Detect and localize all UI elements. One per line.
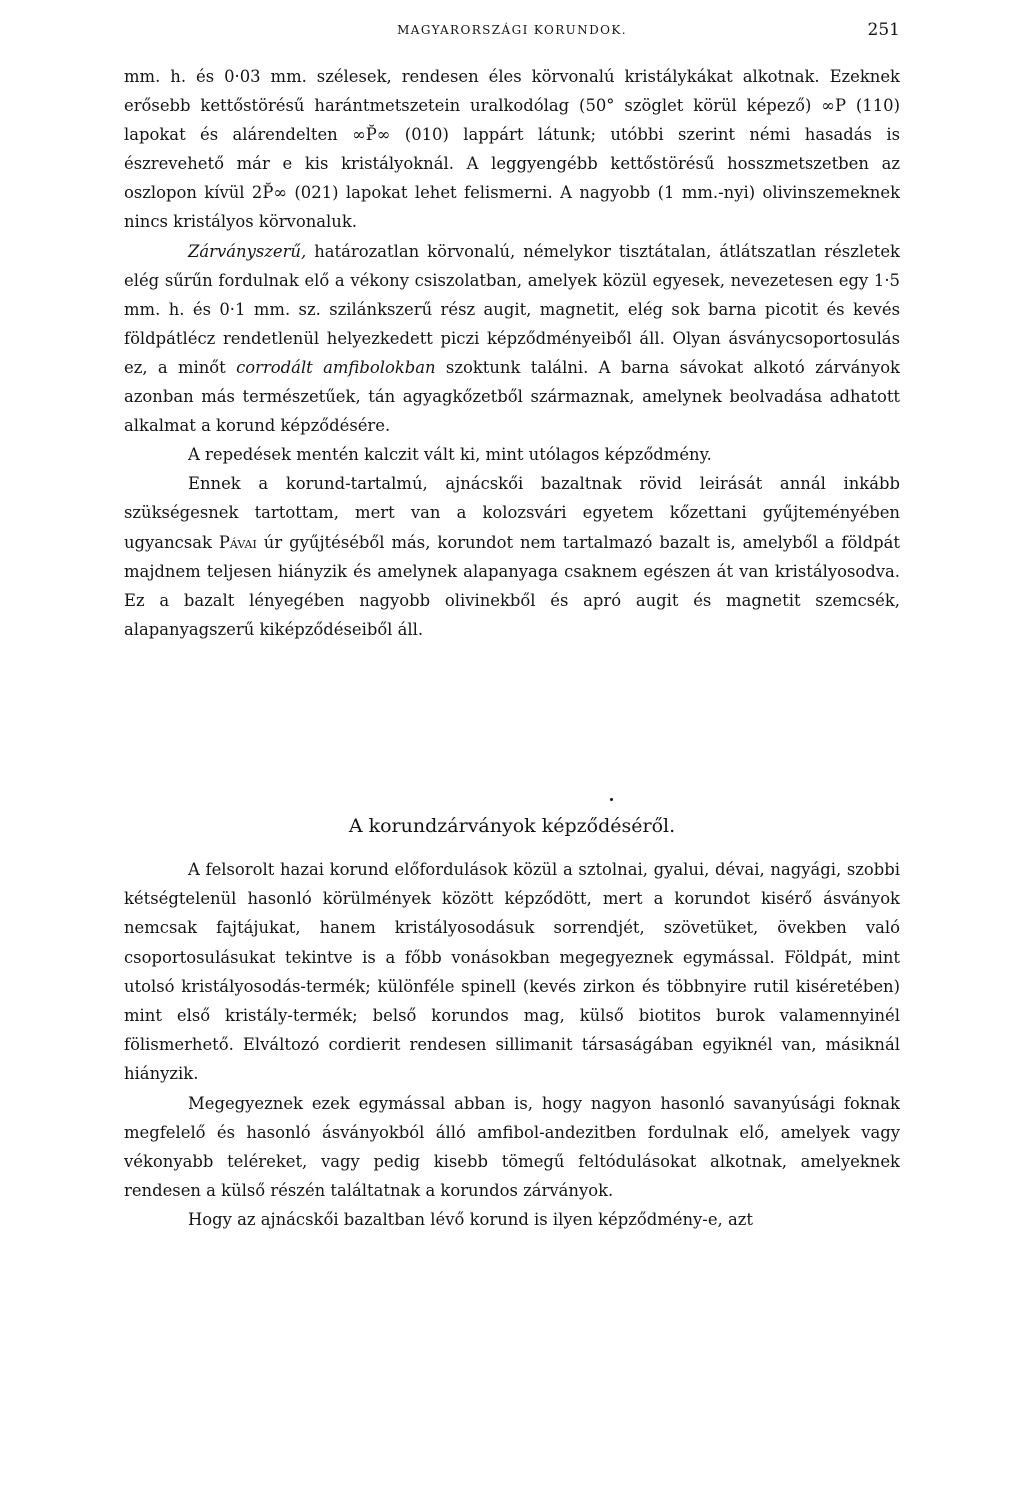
paragraph-basalt-description: [124, 469, 900, 644]
paragraph-basalt-text-b: úr gyűjtéséből más, korundot nem tartalmazó bazalt is, amelyből a földpát majdnem teljesen hiányzik és amelynek alapanyaga csaknem egészen át van kristályosodva. Ez a bazalt lényegében nagyobb olivinekből és apró augit és magnetit szemcsék, alapanyagszerű kiképződéseiből áll.: [124, 532, 900, 639]
paragraph-calcite: A repedések mentén kalczit vált ki, mint utólagos képződmény.: [188, 445, 712, 465]
paragraph-inclusions-text-b: szoktunk találni. A barna sávokat alkotó zárványok azonban más természetűek, tán agyagkőzetből származnak, amelynek beolvadása adhatott alkalmat a korund képződésére.: [124, 357, 900, 436]
paragraph-inclusions: [124, 237, 900, 441]
paragraph-corundum-occurrences: A felsorolt hazai korund előfordulások közül a sztolnai, gyalui, dévai, nagyági, szobbi kétségtelenül hasonló körülmények között képződött, mert a korundot kisérő ásványok nemcsak fajtájukat, hanem kristályosodásuk sorrendjét, szövetüket, övekben való csoportosulásukat tekintve is a főbb vonásokban megegyeznek egymással. Földpát, mint utolsó kristályosodás-termék; különféle spinell (kevés zirkon és többnyire rutil kiséretében) mint első kristály-termék; belső korundos mag, külső biotitos burok valamennyinél fölismerhető. Elváltozó cordierit rendesen sillimanit társaságában egyiknél van, másiknál hiányzik.: [124, 860, 900, 1084]
person-name-pavai: Pávai: [218, 532, 257, 552]
italic-term-corrodalt-amfibol: corrodált amfibolokban: [236, 357, 436, 377]
paragraph-ajnacskoi-basalt: Hogy az ajnácskői bazaltban lévő korund is ilyen képződmény-e, azt: [188, 1210, 753, 1230]
page-number: 251: [867, 20, 900, 40]
running-head: [124, 18, 900, 42]
paragraph-inclusions-text-a: határozatlan körvonalú, némelykor tisztátalan, átlátszatlan részletek elég sűrűn fordulnak elő a vékony csiszolatban, amelyek közül egyesek, nevezetesen egy 1·5 mm. h. és 0·1 mm. sz. szilánkszerű rész augit, magnetit, elég sok barna picotit és kevés földpátlécz rendetlenül helyezkedett piczi képződményeiből áll. Olyan ásványcsoportosulás ez, a minőt: [124, 241, 900, 377]
ornament-dot: [610, 798, 613, 801]
section-2-body: [124, 855, 900, 1235]
paragraph-amphibole-andesite: Megegyeznek ezek egymással abban is, hogy nagyon hasonló savanyúsági foknak megfelelő és hasonló ásványokból álló amfibol-andezitben fordulnak elő, amelyek vagy vékonyabb teléreket, vagy pedig kisebb tömegű feltódulásokat alkotnak, amelyeknek rendesen a külső részén találtatnak a korundos zárványok.: [124, 1093, 900, 1201]
document-page: [124, 0, 900, 1505]
paragraph-olivine-continued: mm. h. és 0·03 mm. szélesek, rendesen éles körvonalú kristálykákat alkotnak. Ezeknek erősebb kettőstörésű harántmetszetein uralkodólag (50° szöglet körül képező) ∞P (110) lapokat és alárendelten ∞P̆∞ (010) lappárt látunk; utóbbi szerint némi hasadás is észrevehető már e kis kristályoknál. A leggyengébb kettőstörésű hosszmetszetben az oszlopon kívül 2P̆∞ (021) lapokat lehet felismerni. A nagyobb (1 mm.-nyi) olivinszemeknek nincs kristályos körvonaluk.: [124, 67, 900, 232]
italic-term-zarvanyszeru: Zárványszerű,: [188, 241, 307, 261]
running-title: MAGYARORSZÁGI KORUNDOK.: [397, 23, 627, 37]
section-1-body: [124, 62, 900, 644]
paragraph-basalt-text-a: Ennek a korund-tartalmú, ajnácskői bazaltnak rövid leirását annál inkább szükségesnek tartottam, mert van a kolozsvári egyetem kőzettani gyűjteményében ugyancsak: [124, 474, 900, 552]
section-heading: A korundzárványok képződéséről.: [348, 815, 676, 837]
